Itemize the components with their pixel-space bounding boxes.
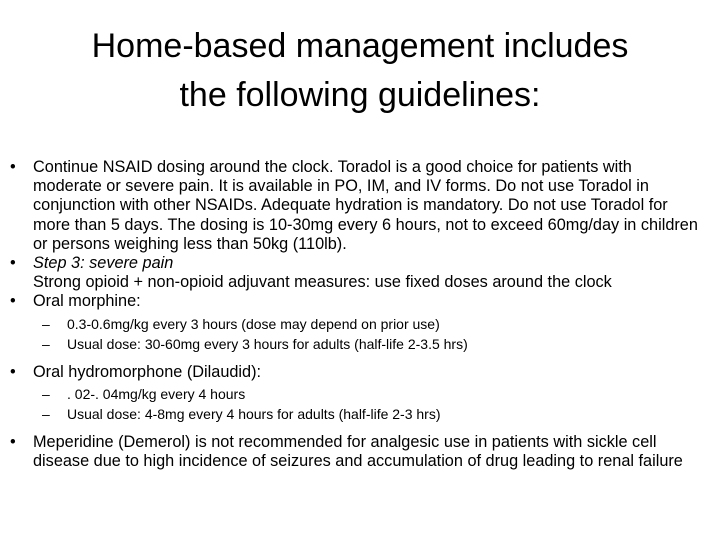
bullet-icon: • — [10, 362, 16, 381]
bullet-text: Meperidine (Demerol) is not recommended for analgesic use in patients with sickle cell disease due to high incidence of seizures and accumulation of drug leading to renal failure — [33, 432, 683, 471]
dash-icon: – — [42, 405, 50, 422]
sub-bullet-text: Usual dose: 30-60mg every 3 hours for adults (half-life 2-3.5 hrs) — [67, 335, 468, 352]
bullet-item-oral-morphine — [0, 292, 720, 311]
title-line-2: the following guidelines: — [179, 76, 541, 114]
bullet-text: Oral hydromorphone (Dilaudid): — [33, 362, 262, 381]
bullet-item-hydromorphone — [0, 363, 720, 382]
bullet-text: Oral morphine: — [33, 292, 141, 311]
slide-title — [40, 22, 680, 120]
sub-bullet-item — [0, 334, 720, 354]
sub-bullet-item — [0, 404, 720, 424]
bullet-item-step3 — [0, 254, 720, 292]
bullet-item-nsaid — [0, 158, 720, 254]
dash-icon: – — [42, 385, 50, 402]
sub-bullet-text: Usual dose: 4-8mg every 4 hours for adults (half-life 2-3 hrs) — [67, 405, 441, 422]
bullet-heading: Step 3: severe pain — [33, 254, 174, 273]
bullet-text: Strong opioid + non-opioid adjuvant measures: use fixed doses around the clock — [33, 273, 612, 292]
bullet-icon: • — [10, 432, 16, 451]
sub-bullet-item — [0, 384, 720, 404]
bullet-item-meperidine — [0, 433, 720, 471]
bullet-list — [0, 158, 720, 471]
bullet-icon: • — [10, 254, 16, 273]
dash-icon: – — [42, 335, 50, 352]
bullet-icon: • — [10, 292, 16, 311]
sub-bullet-text: . 02-. 04mg/kg every 4 hours — [67, 385, 246, 402]
bullet-text: Continue NSAID dosing around the clock. Toradol is a good choice for patients with moderate or severe pain. It is available in PO, IM, and IV forms. Do not use Toradol in conjunction with other NSAIDs. Adequate hydration is mandatory. Do not use Toradol for more than 5 days. The dosing is 10-30mg every 6 hours, not to exceed 60mg/day in children or persons weighing less than 50kg (110lb). — [33, 158, 698, 253]
sub-bullet-text: 0.3-0.6mg/kg every 3 hours (dose may depend on prior use) — [67, 315, 440, 332]
title-line-1: Home-based management includes — [91, 27, 629, 65]
bullet-icon: • — [10, 158, 16, 176]
dash-icon: – — [42, 315, 50, 332]
sub-bullet-item — [0, 314, 720, 334]
